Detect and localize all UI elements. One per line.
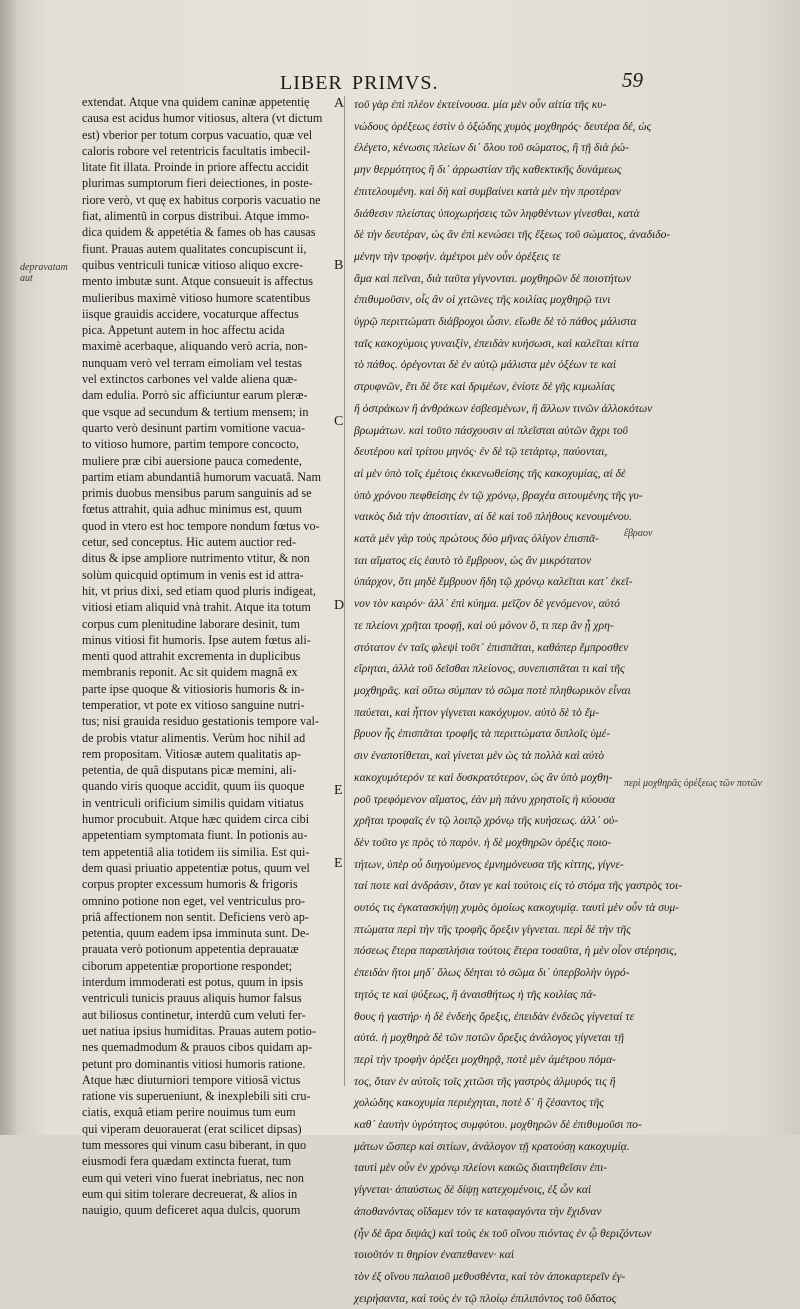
latin-text-line: litate fit illata. Proinde in priore affectu accidit	[82, 160, 309, 175]
greek-text-line: νώδους ὀρέξεως ἐστὶν ὁ ὀξώδης χυμὸς μοχθηρός· δευτέρα δέ, ὡς	[354, 119, 652, 133]
section-letter-e-second: E	[334, 856, 343, 871]
latin-text-line: fiunt. Prauas autem qualitates concupiscunt ii,	[82, 241, 307, 256]
greek-text-line: ὑγρῷ περιττώματι διάβροχοι ὦσιν. εἴωθε δὲ τὸ πάθος μάλιστα	[354, 315, 637, 329]
latin-text-line: nunquam verò vel terram eimoliam vel testas	[82, 355, 302, 370]
latin-column	[82, 94, 332, 1218]
greek-text-line: ουτός τις ἐγκατασκήψῃ χυμὸς ὁμοίως κακοχυμίᾳ. ταυτὶ μὲν οὖν τὰ συμ-	[354, 901, 680, 915]
greek-text-line: τος, ὅταν ἐν αὐτοῖς τοῖς χιτῶσι τῆς γαστρὸς ἁλμυρός τις ἢ	[354, 1074, 616, 1088]
latin-text-line: omnino potione non eget, vel ventriculus pro-	[82, 893, 306, 908]
greek-text-line: τὸν ἐξ οἴνου παλαιοῦ μεθυσθέντα, καὶ τὸν ἀποκαρτερεῖν ἐγ-	[354, 1269, 626, 1283]
greek-text-line: γίγνεται· ἀπαύστως δὲ δίψῃ κατεχομένοις, ἐξ ὧν καὶ	[354, 1183, 592, 1197]
greek-text-line: ροῦ τρεφόμενον αἵματος, ἐὰν μὴ πάνυ χρηστοῖς ἡ κύουσα	[354, 792, 615, 806]
latin-text-line: humor procubuit. Atque hæc quidem circa cibi	[82, 812, 310, 827]
greek-text-line: δευτέρου καὶ τρίτου μηνός· ἐν δὲ τῷ τετάρτῳ, παύονται,	[354, 445, 608, 459]
greek-text-line: καθ᾽ ἑαυτὴν ὑγρότητος συμφύτου. μοχθηρῶν δὲ ἐπιθυμοῦσι πο-	[354, 1118, 642, 1132]
greek-text-line: κατὰ μὲν γὰρ τοὺς πρώτους δύο μῆνας ὀλίγον ἐπισπᾶ-	[354, 532, 599, 546]
greek-text-line: μην θερμότητος ἢ δι᾽ ἀρρωστίαν τῆς καθεκτικῆς δυνάμεως	[354, 163, 622, 177]
greek-text-line: πόσεως ἕτερα παραπλήσια τούτοις ἕτερα τοσαῦτα, ἡ μὲν οἷον στέρησις,	[354, 944, 677, 958]
greek-text-line: κακοχυμότερόν τε καὶ δυσκρατότερον, ὡς ἂν ὑπὸ μοχθη-	[354, 770, 613, 784]
latin-text-line: iisque grauidis accidere, vocaturque affectus	[82, 306, 299, 321]
latin-text-line: dica quidem & appetétia & fames ob has causas	[82, 225, 316, 240]
greek-text-line: παύεται, καὶ ἧττον γίγνεται κακόχυμον. αὐτὸ δὲ τὸ ἔμ-	[354, 705, 600, 719]
greek-text-line: (ἦν δὲ ἄρα διψάς) καὶ τοὺς ἐκ τοῦ οἴνου πιόντας ἐν ᾧ θεριζόντων	[354, 1226, 652, 1240]
latin-text-line: partim etiam abundantiâ humorum vacuatâ. Nam	[82, 469, 321, 484]
greek-text-line: μάτων ὥσπερ καὶ σιτίων, ἀνάλογον τῇ κρατούσῃ κακοχυμίᾳ.	[354, 1139, 630, 1153]
greek-text-line: ἅμα καὶ πεῖναι, διὰ ταῦτα γίγνονται. μοχθηρῶν δὲ ποιοτήτων	[354, 271, 632, 285]
latin-text-line: dem quasi priuatio appetentiæ potus, quum vel	[82, 860, 310, 875]
latin-text-line: tus; nisi grauida residuo gestationis tempore val-	[82, 714, 319, 729]
greek-text-line: εἴρηται, ἀλλὰ τοῦ δεῖσθαι πλείονος, συνεπισπᾶται τι καὶ τῆς	[354, 662, 625, 676]
latin-text-line: hit, vt prius dixi, sed etiam quod pluris indigeat,	[82, 583, 316, 598]
latin-text-line: plurimas sumptorum fieri deiectiones, in poste-	[82, 176, 313, 191]
latin-text-line: mento imbutæ sunt. Atque consueuit is affectus	[82, 274, 313, 289]
latin-text-line: ventriculi tunicis prauus aliquis humor falsus	[82, 991, 302, 1006]
latin-text-line: quod in vtero est hoc tempore nondum fœtus vo-	[82, 518, 320, 533]
latin-text-line: parte ipse quoque & vitiosioris humoris & in-	[82, 681, 305, 696]
greek-text-line: μοχθηρᾶς. καὶ οὕτω σύμπαν τὸ σῶμα ποτὲ πληθωρικὸν εἶναι	[354, 683, 631, 697]
margin-note-right-mid: ἔβραον	[624, 528, 653, 539]
latin-text-line: nauigio, quum deficeret aqua dulcis, quorum	[82, 1203, 301, 1218]
latin-text-line: rem propositam. Vitiosæ autem qualitatis ap-	[82, 746, 302, 761]
column-divider	[344, 96, 345, 1086]
greek-text-line: αἱ μὲν ὑπὸ τοῖς ἐμέτοις ἐκκενωθείσης τῆς κακοχυμίας, αἱ δὲ	[354, 466, 626, 480]
latin-text-line: ditus & ipse ampliore nutrimento vtitur, & non	[82, 551, 310, 566]
latin-text-line: qui viperam deuorauerat (erat scilicet dipsas)	[82, 1121, 302, 1136]
header-liber: LIBER	[280, 72, 343, 94]
latin-text-line: prauata verò potionum appetentia deprauatæ	[82, 942, 299, 957]
latin-text-line: fœtus attrahit, quia adhuc minimus est, quum	[82, 502, 303, 517]
greek-text-line: πτώματα περὶ τὴν τῆς τροφῆς ὄρεξιν γίγνεται. περὶ δὲ τὴν τῆς	[354, 922, 631, 936]
greek-text-line: αὐτά. ἡ μοχθηρὰ δὲ τῶν ποτῶν ὄρεξις ἀνάλογος γίγνεται τῇ	[354, 1031, 624, 1045]
latin-text-line: ciborum appetentiæ proportione respondet;	[82, 958, 293, 973]
greek-text-line: ταυτὶ μὲν οὖν ἐν χρόνῳ πλείονι κακῶς διαιτηθεῖσιν ἐπι-	[354, 1161, 608, 1175]
latin-text-line: priâ affectionem non sentit. Deficiens verò ap-	[82, 909, 309, 924]
section-letter-d: D	[334, 598, 345, 613]
greek-text-line: περὶ τὴν τροφὴν ὀρέξει μοχθηρᾷ, ποτὲ μὲν ἀμέτρου πόμα-	[354, 1052, 616, 1066]
greek-text-line: ται αἵματος εἰς ἑαυτὸ τὸ ἔμβρυον, ὡς ἂν μικρότατον	[354, 553, 592, 567]
latin-text-line: maximè acerbaque, aliquando verò acria, non-	[82, 339, 308, 354]
latin-text-line: tem appetentiâ alia totidem iis similia. Est qui-	[82, 844, 310, 859]
latin-text-line: petentia, de quâ disputans picæ memini, ali-	[82, 763, 297, 778]
greek-text-line: τοῦ γὰρ ἐπὶ πλέον ἐκτείνουσα. μία μὲν οὖν αἰτία τῆς κυ-	[354, 98, 607, 111]
greek-text-line: ὑπάρχον, ὅτι μηδὲ ἔμβρυον ἤδη τῷ χρόνῳ καλεῖται κατ᾽ ἐκεῖ-	[354, 575, 633, 589]
section-letter-e: E	[334, 783, 343, 798]
latin-text-line: primis duobus mensibus parum sanguinis ad se	[82, 486, 312, 501]
latin-text-line: membranis reponit. Ac sit quidem magnâ ex	[82, 665, 298, 680]
latin-text-line: est) vberior per totum corpus vacuatio, quæ vel	[82, 127, 313, 142]
greek-text-line: ἐπειδὰν ἤτοι μηδ᾽ ὅλως δέηται τὸ σῶμα δι᾽ ὑπερβολὴν ὑγρό-	[354, 966, 630, 980]
latin-text-line: petunt pro dominantis vitiosi humoris ratione.	[82, 1056, 306, 1071]
latin-text-line: de probis vtatur alimentis. Verùm hoc nihil ad	[82, 730, 306, 745]
latin-text-line: vel extinctos carbones vel valde aliena quæ-	[82, 372, 298, 387]
latin-text-line: uet natiua ipsius humiditas. Prauas autem potio-	[82, 1023, 316, 1038]
greek-text-line: δὲ τὴν δευτέραν, ὡς ἂν ἐπὶ κενώσει τῆς ἕξεως τοῦ σώματος, ἀναδιδο-	[354, 228, 671, 242]
latin-text-line: temperatior, vt pote ex vitioso sanguine nutri-	[82, 697, 305, 712]
running-header	[0, 62, 800, 92]
latin-text-line: solùm quicquid optimum in venis est id attra-	[82, 567, 304, 582]
margin-note-left: depravatam aut	[20, 262, 68, 284]
latin-text-line: fiat, alimentũ in corpus distribui. Atque immo-	[82, 209, 310, 224]
latin-text-line: vitiosi etiam aliquid vnà trahit. Atque ita totum	[82, 600, 311, 615]
latin-text-line: ciatis, exquâ etiam perire nouimus tum eum	[82, 1105, 296, 1120]
latin-text-line: corpus cum plenitudine laborare desinit, tum	[82, 616, 300, 631]
latin-text-line: eum qui sitim tolerare decreuerat, & alios in	[82, 1186, 298, 1201]
greek-text-line: νον τὸν καιρόν· ἀλλ᾽ ἐπὶ κύημα. μεῖζον δὲ γενόμενον, αὐτό	[354, 597, 620, 611]
greek-text-line: στρυφνῶν, ἔτι δὲ ὅτε καὶ δριμέων, ἐνίοτε δὲ γῆς κιμωλίας	[354, 380, 615, 394]
greek-text-line: στότατον ἐν ταῖς φλεψὶ τοῦτ᾽ ἐπισπᾶται, καθάπερ ἔμπροσθεν	[354, 640, 629, 654]
section-letter-c: C	[334, 414, 344, 429]
latin-text-line: quibus ventriculi tunicæ vitioso aliquo excre-	[82, 257, 304, 272]
greek-text-line: τὸ πάθος. ὀρέγονται δὲ ἐν αὐτῷ μάλιστα μὲν ὀξέων τε καὶ	[354, 358, 617, 372]
greek-text-line: ναικὸς διὰ τὴν ἀποσιτίαν, αἱ δὲ καὶ τοῦ πλήθους κενουμένου.	[354, 510, 632, 524]
greek-text-line: σιν ἐναποτίθεται, καὶ γίνεται μὲν ὡς τὰ πολλὰ καὶ αὐτὸ	[354, 749, 605, 763]
latin-text-line: muliere præ cibi auersione pauca comedente,	[82, 453, 302, 468]
latin-text-line: to vitioso humore, partim tempore concocto,	[82, 437, 299, 452]
greek-text-line: χολώδης κακοχυμία περιέχηται, ποτὲ δ᾽ ἢ ζέσαντος τῆς	[354, 1096, 604, 1110]
latin-text-line: riore verò, vt quę ex habitus corporis vacuatio ne	[82, 192, 321, 207]
greek-text-line: τοιοῦτόν τι θηρίον ἐναπεθανεν· καὶ	[354, 1248, 515, 1262]
latin-text-line: cetur, sed conceptus. Hic autem auctior red-	[82, 535, 297, 550]
greek-text-line: ταί ποτε καὶ ἀνδράσιν, ὅταν γε καὶ τούτοις εἰς τὸ στόμα τῆς γαστρὸς τοι-	[354, 879, 683, 893]
greek-text-line: δὲν τοῦτο γε πρὸς τὸ παρόν. ἡ δὲ μοχθηρῶν ὀρέξις ποιο-	[354, 835, 612, 849]
latin-text-line: ratione vis superueniunt, & inexplebili siti cru-	[82, 1089, 311, 1104]
greek-text-line: ἢ ὀστράκων ἢ ἀνθράκων ἐσβεσμένων, ἢ ἄλλων τινῶν ἀλλοκότων	[354, 401, 653, 415]
latin-text-line: mulieribus maximè vitioso humore scatentibus	[82, 290, 311, 305]
latin-text-line: minus vitiosi fit humoris. Ipse autem fœtus ali-	[82, 632, 311, 647]
page-number: 59	[622, 68, 643, 92]
greek-text-line: ταῖς κακοχύμοις γυναιξὶν, ἐπειδὰν κυήσωσι, καὶ καλεῖται κίττα	[354, 336, 639, 350]
latin-text-line: menti quod attrahit excrementa in duplicibus	[82, 649, 301, 664]
section-letter-a: A	[334, 96, 345, 111]
latin-text-line: corpus propter excessum humoris & frigoris	[82, 877, 298, 892]
greek-text-line: χειρήσαντα, καὶ τοὺς ἐν τῷ πλοίῳ ἐπιλιπόντος τοῦ ὕδατος	[354, 1291, 617, 1305]
latin-text-line: petentia, quum eadem ipsa imminuta sunt. De-	[82, 926, 310, 941]
latin-text-line: tum messores qui vinum casu biberant, in quo	[82, 1138, 307, 1152]
greek-text-line: θους ἡ γαστήρ· ἡ δὲ ἐνδεὴς ὄρεξις, ἐπειδὰν ἐνδεῶς γίγνεταί τε	[354, 1009, 635, 1023]
greek-text-line: ὑπὸ χρόνου πεφθείσης ἐν τῷ χρόνῳ, βραχέα σιτουμένης τῆς γυ-	[354, 488, 643, 502]
latin-text-line: pica. Appetunt autem in hoc affectu acida	[82, 323, 285, 338]
greek-text-line: ἐπιτελουμένη. καὶ δὴ καὶ συμβαίνει κατὰ μὲν τὴν προτέραν	[354, 184, 621, 198]
greek-text-line: χρῆται τροφαῖς ἐν τῷ λοιπῷ χρόνῳ τῆς κυήσεως. ἀλλ᾽ οὐ-	[354, 814, 619, 828]
greek-text-line: βρυον ἧς ἐπισπᾶται τροφῆς τὰ περιττώματα διπλοῖς ὑμέ-	[354, 727, 611, 741]
header-primus: PRIMVS.	[352, 72, 439, 94]
latin-text-line: eum qui veteri vino fuerat inebriatus, nec non	[82, 1170, 305, 1185]
greek-text-line: ἀποθανόντας οἴδαμεν τόν τε καταφαγόντα τὴν ἔχιδναν	[354, 1204, 602, 1218]
latin-text-line: caloris robore vel retentricis facultatis imbecil-	[82, 143, 311, 158]
greek-text-line: ἐπιθυμοῦσιν, οἷς ἂν οἱ χιτῶνες τῆς κοιλίας μοχθηρῷ τινι	[354, 293, 611, 307]
latin-text-line: extendat. Atque vna quidem caninæ appetentię	[82, 95, 310, 109]
margin-note-right-lower: περὶ μοχθηρᾶς ὀρέξεως τῶν ποτῶν	[624, 778, 762, 789]
latin-text-line: causa est acidus humor vitiosus, altera (vt dictum	[82, 111, 323, 126]
latin-text-line: nes quemadmodum & prauos cibos quidam ap-	[82, 1040, 313, 1055]
latin-text-line: eiusmodi fera quædam extincta fuerat, tum	[82, 1154, 292, 1169]
greek-text-line: βρωμάτων. καὶ τοῦτο πάσχουσιν αἱ πλεῖσται αὐτῶν ἄχρι τοῦ	[354, 423, 628, 437]
greek-text-line: τε πλείονι χρῆται τροφῇ, καὶ οὐ μόνον ὅ, τι περ ἂν ᾖ χρη-	[354, 618, 614, 632]
latin-text-line: in ventriculi orificium similis quidam vitiatus	[82, 795, 304, 810]
greek-text-line: ἐλέγετο, κένωσις πλείων δι᾽ ὅλου τοῦ σώματος, ἢ τῇ διὰ ῥώ-	[354, 141, 629, 155]
greek-text-line: μένην τὴν τροφήν. ἀμέτροι μὲν οὖν ὀρέξεις τε	[354, 249, 561, 263]
greek-text-line: τητός τε καὶ ψύξεως, ἢ ἀναισθήτως ἡ τῆς κοιλίας πά-	[354, 987, 597, 1001]
latin-text-line: dam edulia. Porrò sic afficiuntur earum pleræ-	[82, 388, 308, 403]
latin-text-line: appetentiam symptomata fiunt. In potionis au-	[82, 828, 308, 843]
latin-text-line: aut biliosus continetur, interdũ cum veluti fer-	[82, 1007, 306, 1022]
greek-text-line: διάθεσιν πλείστας ὑποχωρήσεις τῶν ληφθέντων γίνεσθαι, κατὰ	[354, 206, 640, 220]
latin-text-line: quarto verò desinunt partim vomitione vacua-	[82, 420, 306, 435]
latin-text-line: Atque hæc diuturniori tempore vitiosã victus	[82, 1072, 301, 1087]
section-letter-b: B	[334, 258, 344, 273]
latin-text-line: interdum immoderati est potus, quum in ipsis	[82, 975, 304, 990]
page-fold-shadow	[0, 0, 18, 1135]
latin-text-line: quando viris quoque accidit, quum iis quoque	[82, 779, 305, 794]
greek-text-line: τήτων, ὑπὲρ οὗ διηγούμενος ἐμνημόνευσα τῆς κίττης, γίγνε-	[354, 857, 624, 871]
latin-text-line: que vsque ad secundum & tertium mensem; in	[82, 404, 309, 419]
